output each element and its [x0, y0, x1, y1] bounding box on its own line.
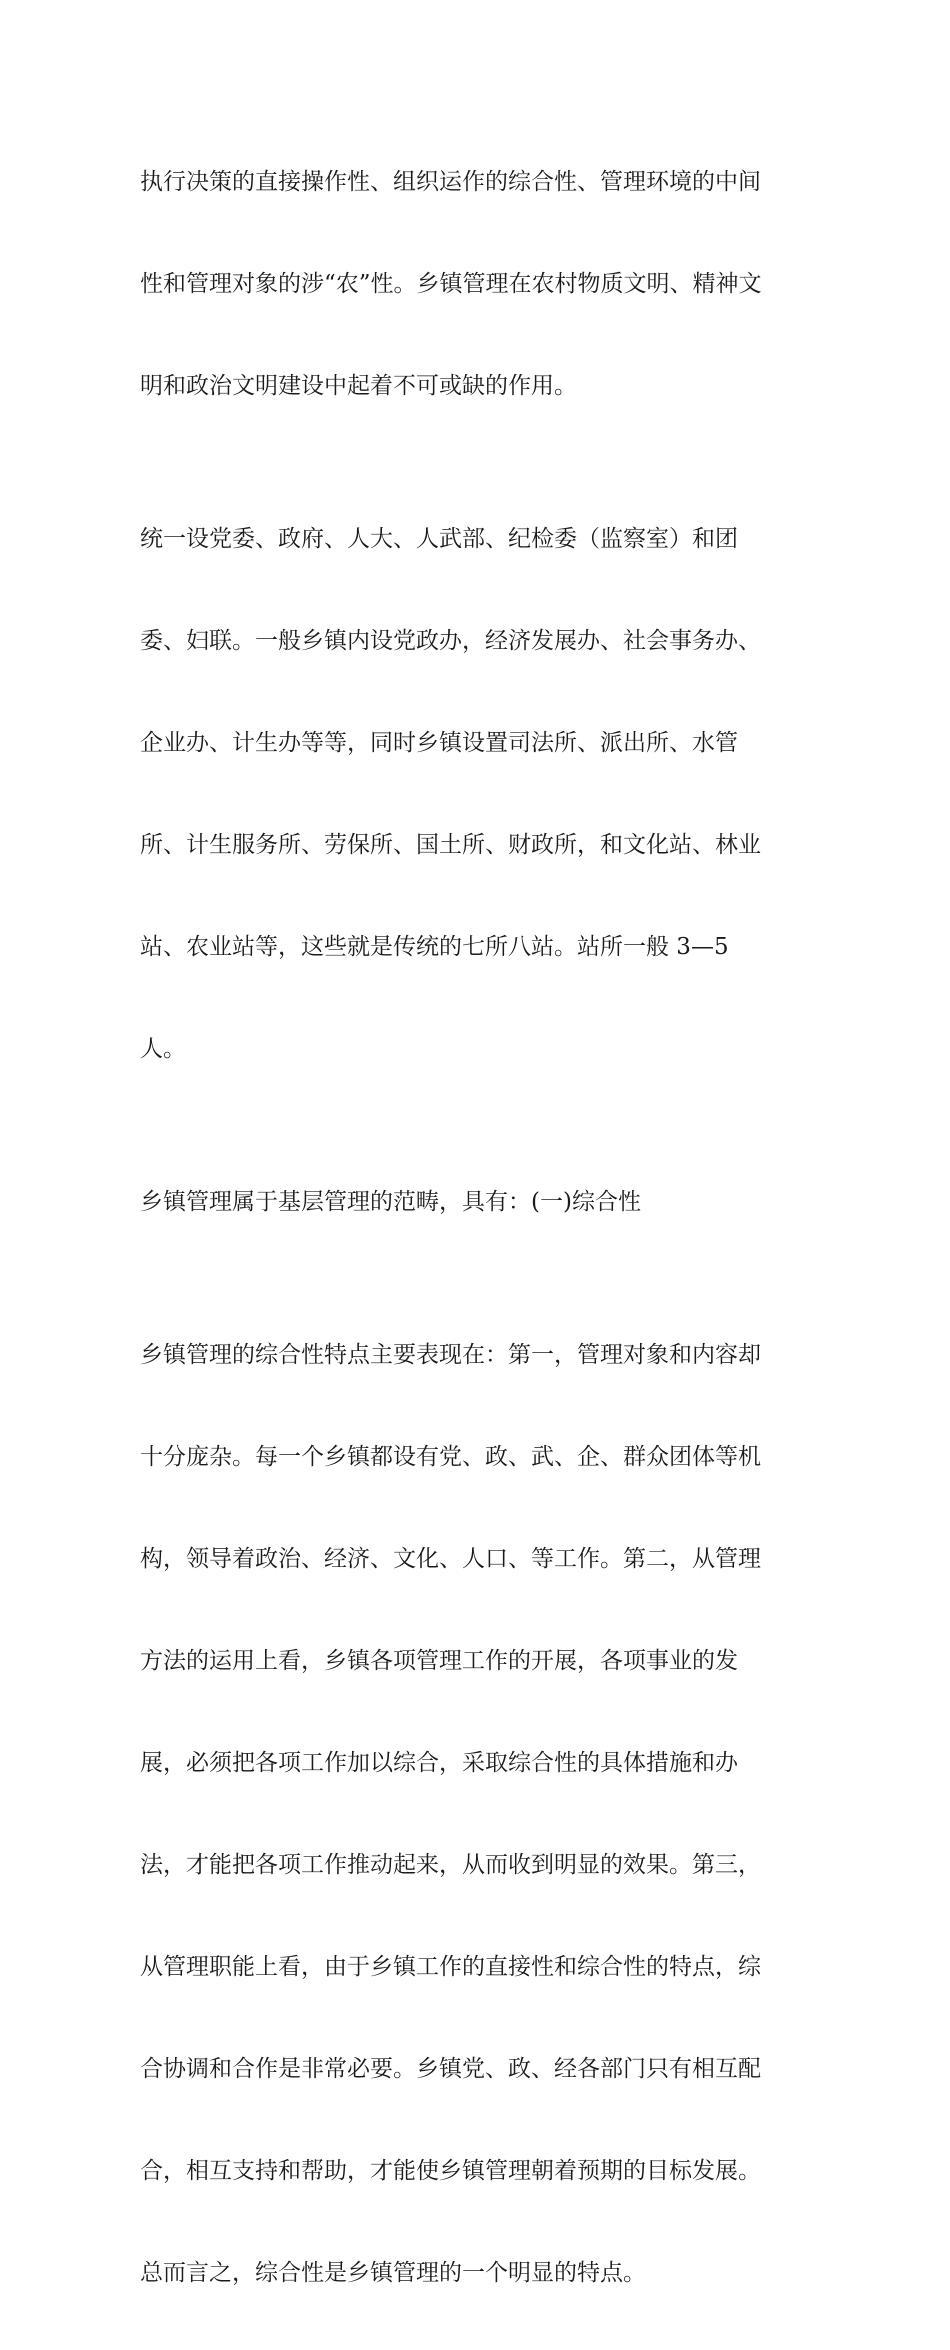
paragraph-4 [140, 1279, 830, 2350]
text-line: 明和政治文明建设中起着不可或缺的作用。 [140, 373, 577, 399]
text-line: 方法的运用上看，乡镇各项管理工作的开展，各项事业的发 [140, 1648, 738, 1674]
text-line: 乡镇管理的综合性特点主要表现在：第一，管理对象和内容却 [140, 1342, 761, 1368]
text-line: 乡镇管理属于基层管理的范畴，具有：(一)综合性 [140, 1189, 641, 1215]
text-line: 统一设党委、政府、人大、人武部、纪检委（监察室）和团 [140, 526, 738, 552]
paragraph-2 [140, 463, 830, 1126]
text-line: 总而言之，综合性是乡镇管理的一个明显的特点。 [140, 2260, 646, 2286]
text-line: 构，领导着政治、经济、文化、人口、等工作。第二，从管理 [140, 1546, 761, 1572]
text-line: 企业办、计生办等等，同时乡镇设置司法所、派出所、水管 [140, 730, 738, 756]
text-line: 性和管理对象的涉“农”性。乡镇管理在农村物质文明、精神文 [140, 271, 762, 297]
text-line: 站、农业站等，这些就是传统的七所八站。站所一般 3—5 [140, 934, 729, 960]
text-line: 合协调和合作是非常必要。乡镇党、政、经各部门只有相互配 [140, 2056, 761, 2082]
paragraph-1 [140, 106, 830, 463]
text-line: 所、计生服务所、劳保所、国土所、财政所，和文化站、林业 [140, 832, 761, 858]
text-line: 委、妇联。一般乡镇内设党政办，经济发展办、社会事务办、 [140, 628, 761, 654]
text-line: 执行决策的直接操作性、组织运作的综合性、管理环境的中间 [140, 169, 761, 195]
text-line: 十分庞杂。每一个乡镇都设有党、政、武、企、群众团体等机 [140, 1444, 761, 1470]
paragraph-3 [140, 1126, 830, 1279]
text-line: 法，才能把各项工作推动起来，从而收到明显的效果。第三， [140, 1852, 761, 1878]
text-line: 从管理职能上看，由于乡镇工作的直接性和综合性的特点，综 [140, 1954, 761, 1980]
text-line: 人。 [140, 1036, 186, 1062]
text-line: 展，必须把各项工作加以综合，采取综合性的具体措施和办 [140, 1750, 738, 1776]
text-line: 合，相互支持和帮助，才能使乡镇管理朝着预期的目标发展。 [140, 2158, 761, 2184]
document-body [140, 106, 830, 2350]
